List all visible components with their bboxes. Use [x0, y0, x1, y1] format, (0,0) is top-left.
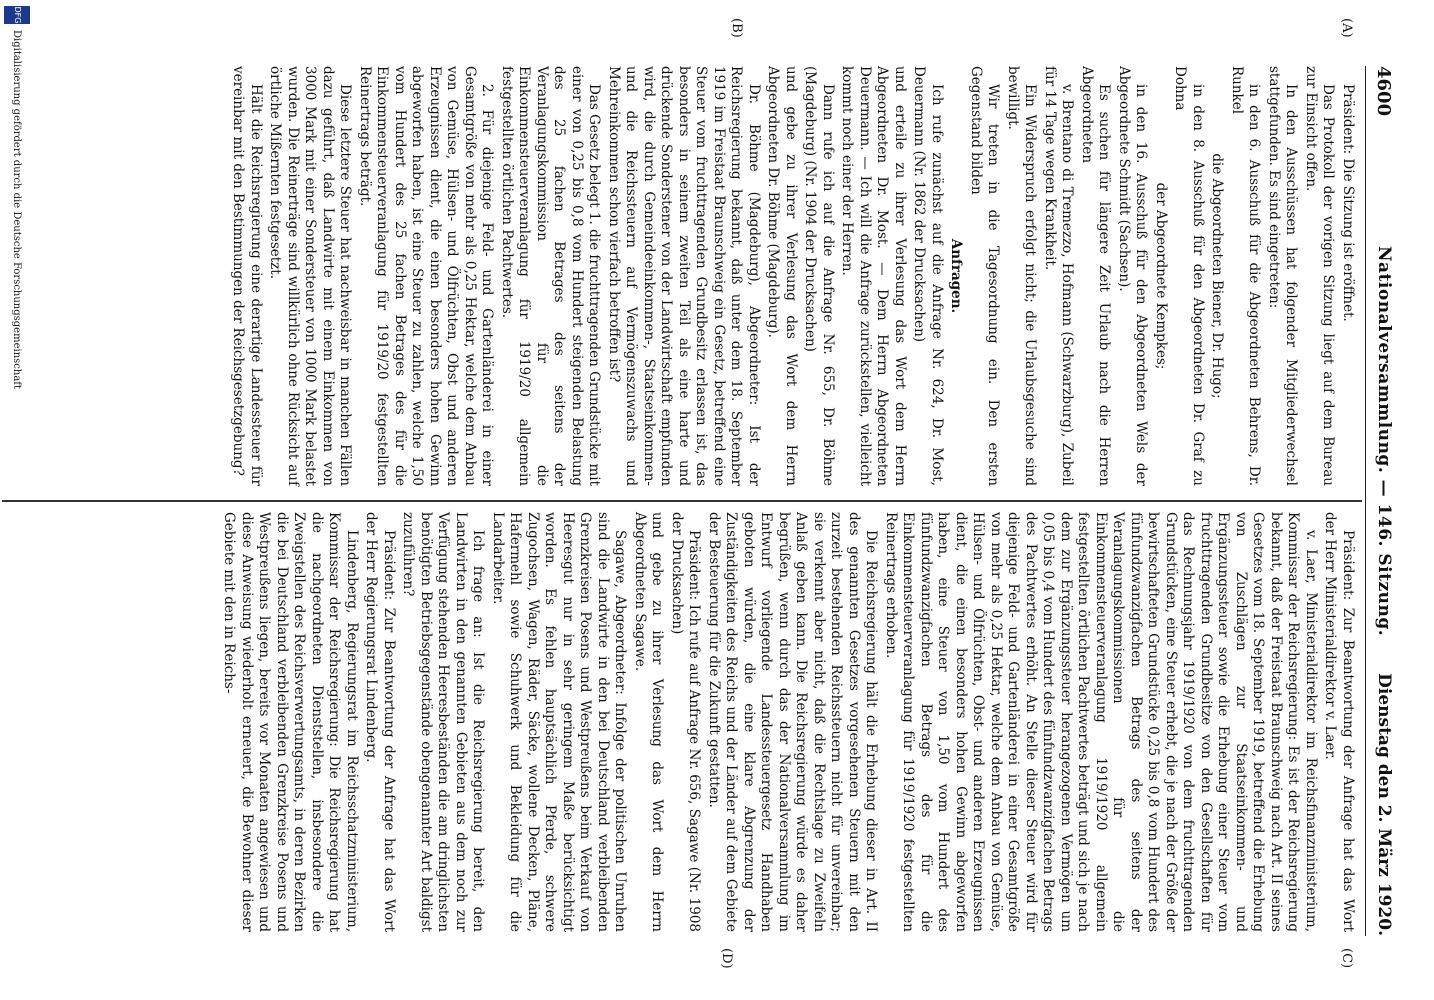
section-heading: Anfragen. — [948, 238, 965, 314]
paragraph: die Abgeordneten Biener, Dr. Hugo; — [1209, 153, 1226, 399]
paragraph: 2. Für diejenige Feld- und Gartenländerei in einer Gesamtgröße von mehr als 0,25 Hektar, welche dem Anbau von Gemüse, Hülsen- und Ölfrüchten, Obst und anderen Erzeugnissen dient, die einen besonders hohen Gewinn abgeworfen haben, ist eine Steuer zu zahlen, welche 1,50 vom Hundert des 25 fachen Betrages des für die Einkommensteuerveranlagung für 1919/20 festgestellten Reinertrags beträgt. — [357, 66, 496, 486]
paragraph: Wir treten in die Tagesordnung ein. Den ersten Gegenstand bilden — [968, 66, 1002, 486]
paragraph: Diese letztere Steuer hat nachweisbar in manchen Fällen dazu geführt, daß Landwirte mit einem Einkommen von 3000 Mark mit einer Sondersteuer von 1000 Mark belastet wurden. Die Reinerträge sind willkürlich ohne Rücksicht auf örtliche Mißernten festgesetzt. — [267, 66, 354, 486]
paragraph: Dann rufe ich auf die Anfrage Nr. 655, Dr. Böhme (Magdeburg) (Nr. 1904 der Drucksachen) — [802, 66, 836, 486]
page-number: 4600 — [1373, 66, 1394, 117]
paragraph: Ich frage an: Ist die Reichsregierung bereit, den Landwirten in den genannten Gebieten aus dem noch zur Verfügung stehenden Heeresbeständen die am dringlichsten benötigten Betriebsgegenstände obengenannter Art baldigst zuzuführen? — [400, 512, 487, 932]
paragraph: v. Laer, Ministerialdirektor im Reichsfinanzministerium, Kommissar der Reichsregierung: Es ist der Reichsregierung bekannt, daß der Freistaat Braunschweig nach Art. II seines Gesetzes vom 18. September 1919, betreffend die Erhebung von Zuschlägen zur Staatseinkommen- und Ergänzungssteuer sowie die Erhebung einer Steuer vom fruchttragenden Grundbesitze von den Gesellschaften für das Rechnungsjahr 1919/1920 von dem fruchttragenden Grundstücken, eine Steuer erhebt, die je nach der Größe der bewirtschafteten Grundstücke 0,25 bis 0,8 vom Hundert des fünfundzwanzigfachen Betrags des seitens der Veranlagungskommissionen für die Einkommensteuerveranlagung 1919/1920 allgemein festgestellten örtlichen Pachtwertes beträgt und sich je nach dem zur Ergänzungssteuer herangezogenen Vermögen um 0,05 bis 0,4 vom Hundert des fünfundzwanzigfachen Betrags des Pachtwertes erhöht. An Stelle dieser Steuer wird für diejenige Feld- und Gartenländerei in einer Gesamtgröße von mehr als 0,25 Hektar, welche dem Anbau von Gemüse, Hülsen- und Ölfrüchten, Obst- und anderen Erzeugnissen dient, die einen besonders hohen Gewinn abgeworfen haben, eine Steuer von 1,50 vom Hundert des fünfundzwanzigfachen Betrags des für die Einkommensteuerveranlagung für 1919/1920 festgestellten Reinertrags erhoben. — [883, 512, 1319, 932]
paragraph: Präsident: Zur Beantwortung der Anfrage hat das Wort der Herr Ministerialdirektor v. Laer. — [1322, 512, 1356, 932]
paragraph: der Abgeordnete Kempkes; — [1153, 182, 1169, 370]
paragraph: Das Gesetz belegt 1. die fruchttragenden Grundstücke mit einer von 0,25 bis 0,8 vom Hundert steigenden Belastung des 25 fachen Betrages des seitens der Veranlagungskommission für die Einkommensteuerveranlagung für 1919/20 allgemein festgestellten örtlichen Pachtwertes. — [499, 66, 603, 486]
margin-marker-a: (A) — [1339, 18, 1354, 38]
paragraph: Das Protokoll der vorigen Sitzung liegt auf dem Bureau zur Einsicht offen. — [1303, 66, 1337, 486]
paragraph: Hält die Reichsregierung eine derartige Landessteuer für vereinbar mit den Bestimmungen der Reichsgesetzgebung? — [230, 66, 264, 486]
page-title: Nationalversammlung. — 146. Sitzung. — [1374, 246, 1394, 637]
paragraph: in den 6. Ausschuß für die Abgeordneten Behrens, Dr. Runkel — [1229, 66, 1263, 486]
column-divider — [2, 500, 1362, 502]
margin-marker-c: (C) — [1339, 948, 1354, 969]
paragraph: Ein Widerspruch erfolgt nicht; die Urlaubsgesuche sind bewilligt. — [1005, 66, 1039, 486]
digitization-credit: Digitalisierung gefördert durch die Deutsche Forschungsgemeinschaft — [11, 30, 22, 389]
paragraph: Präsident: Zur Beantwortung der Anfrage hat das Wort der Herr Regierungsrat Lindenberg. — [363, 512, 397, 932]
page-header — [1365, 66, 1398, 936]
paragraph: und gebe zu ihrer Verlesung das Wort dem Herrn Abgeordneten Dr. Böhme (Magdeburg). — [765, 66, 799, 486]
paragraph: Lindenberg, Regierungsrat im Reichsschatzministerium, Kommissar der Reichsregierung: Die Reichsregierung hat die nachgeordneten Dienststellen, insbesondere die Zweigstellen des Reichsverwertungsamts, in deren Bezirken die bei Deutschland verbleibenden Grenzkreise Posens und Westpreußens liegen, bereits vor Monaten angewiesen und diese Anweisung wiederholt erneuert, die Bewohner dieser Gebiete mit den in Reichs- — [221, 512, 360, 932]
paragraph: und gebe zu ihrer Verlesung das Wort dem Herrn Abgeordneten Sagawe. — [632, 512, 666, 932]
paragraph: in den 16. Ausschuß für den Abgeordneten Wels der Abgeordnete Schmidt (Sachsen). — [1116, 66, 1150, 486]
paragraph: In den Ausschüssen hat folgender Mitgliederwechsel stattgefunden. Es sind eingetreten: — [1266, 66, 1300, 486]
left-column — [227, 66, 1356, 486]
paragraph: und erteile zu ihrer Verlesung das Wort dem Herrn Abgeordneten Dr. Most. — Dem Herrn Abgeordneten Deuermann. — Ich will die Anfrage zurückstellen, vielleicht kommt noch einer der Herren. — [839, 66, 908, 486]
paragraph: Dr. Böhme (Magdeburg), Abgeordneter: Ist der Reichsregierung bekannt, daß unter dem 18. September 1919 im Freistaat Braunschweig ein Gesetz, betreffend eine Steuer vom fruchttragenden Grundbesitz erlassen ist, das besonders in seinem zweiten Teil als eine harte und drückende Sonderstener von der Landwirtschaft empfunden wird, die durch Gemeindeeinkommen-, Staatseinkommen- und die Reichssteuern auf Vermögenszuwachs und Mehreinkommen schon vierfach betroffen ist? — [606, 66, 762, 486]
paragraph: v. Brentano di Tremezzo, Hofmann (Schwarzburg), Zubeil für 14 Tage wegen Krankheit. — [1042, 66, 1076, 486]
paragraph: Ich rufe zunächst auf die Anfrage Nr. 624, Dr. Most, Deuermann (Nr. 1862 der Drucksachen) — [911, 66, 945, 486]
margin-marker-d: (D) — [719, 948, 734, 969]
dfg-logo: DFG — [4, 6, 30, 24]
paragraph: Die Reichsregierung hält die Erhebung dieser in Art. II des genannten Gesetzes vorgesehenen Steuern mit den zurzeit bestehenden Reichssteuern nicht für unvereinbar; sie verkennt aber nicht, daß die Rechtslage zu Zweifeln Anlaß geben kann. Die Reichsregierung würde es daher begrüßen, wenn durch das der Nationalversammlung im Entwurf vorliegende Landessteuergesetz Handhaben geboten würden, die eine klare Abgrenzung der Zuständigkeiten des Reichs und der Länder auf dem Gebiete der Besteuerung für die Zukunft gestatten. — [706, 512, 880, 932]
session-date: Dienstag den 2. März 1920. — [1374, 673, 1394, 936]
paragraph: Es suchen für längere Zeit Urlaub nach die Herren Abgeordneten — [1079, 66, 1113, 486]
paragraph: in den 8. Ausschuß für den Abgeordneten Dr. Graf zu Dohna — [1172, 66, 1206, 486]
paragraph: Präsident: Ich rufe auf Anfrage Nr. 656, Sagawe (Nr. 1908 der Drucksachen) — [669, 512, 703, 932]
paragraph: Präsident: Die Sitzung ist eröffnet. — [1340, 84, 1356, 322]
margin-marker-b: (B) — [729, 18, 744, 38]
right-column — [218, 512, 1356, 932]
paragraph: Sagawe, Abgeordneter: Infolge der politischen Unruhen sind die Landwirte in den bei Deutschland verbleibenden Grenzkreisen Posens und Westpreußens beim Verkauf von Heeresgut nur in sehr geringem Maße berücksichtigt worden. Es fehlen hauptsächlich Pferde, schwere Zugochsen, Wagen, Räder, Säcke, wollene Decken, Pläne, Hafermehl sowie Schuhwerk und Bekleidung für die Landarbeiter. — [490, 512, 629, 932]
